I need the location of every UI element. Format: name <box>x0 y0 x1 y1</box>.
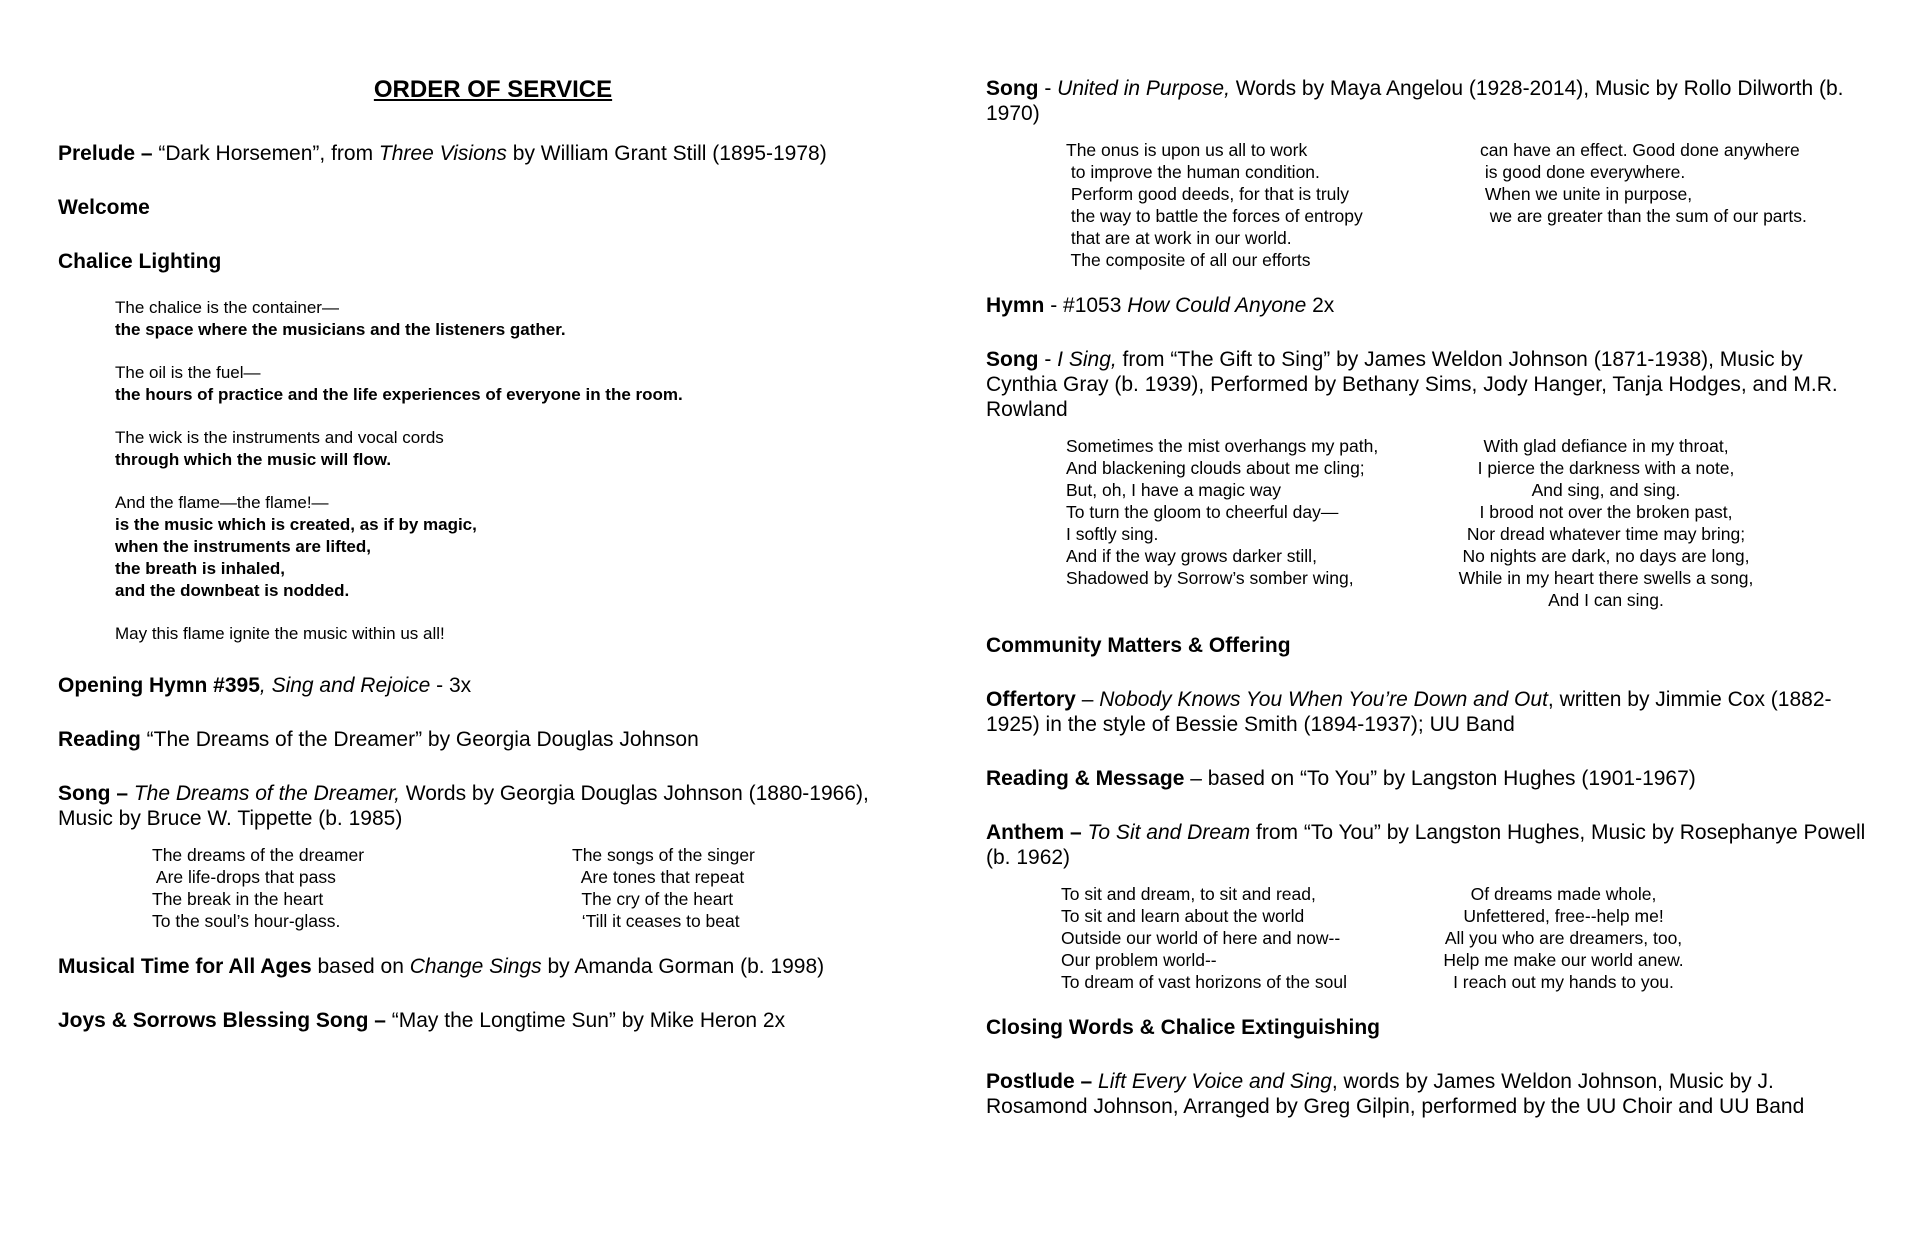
prelude-label: Prelude – <box>58 141 153 165</box>
hymn-repeat: 2x <box>1306 294 1335 317</box>
opening-hymn-repeat: - 3x <box>430 673 472 697</box>
lyric-line: To the soul’s hour-glass. <box>152 910 341 931</box>
song-label: Song – <box>58 781 129 805</box>
opening-hymn-label: Opening Hymn #395 <box>58 673 260 697</box>
lyric-line: is good done everywhere. <box>1480 162 1686 182</box>
lyric-line: The composite of all our efforts <box>1066 250 1311 270</box>
lyric-line: And I can sing. <box>1548 590 1664 610</box>
hymn-label: Hymn <box>986 294 1045 317</box>
joys-sorrows-entry <box>58 1008 928 1033</box>
chalice-lighting-reading <box>115 297 928 645</box>
lyric-line: the way to battle the forces of entropy <box>1066 206 1363 226</box>
song-i-sing-dash: - <box>1038 348 1058 371</box>
song-entry <box>58 781 928 831</box>
lyric-line: And sing, and sing. <box>1531 480 1681 500</box>
reading-message-text: – based on “To You” by Langston Hughes (1901-1967) <box>1184 767 1696 790</box>
postlude-title: Lift Every Voice and Sing <box>1092 1070 1332 1093</box>
song-i-sing-lyrics <box>986 435 1866 611</box>
page-title: ORDER OF SERVICE <box>373 76 613 103</box>
lyric-line: To turn the gloom to cheerful day— <box>1066 502 1339 522</box>
lyric-line: I brood not over the broken past, <box>1479 502 1733 522</box>
anthem-credits: from “To You” by Langston Hughes, Music by Rosephanye Powell (b. 1962) <box>986 821 1866 869</box>
reading-text: “The Dreams of the Dreamer” by Georgia Douglas Johnson <box>140 727 699 751</box>
left-column <box>58 76 928 1062</box>
song-united-lyrics <box>986 139 1866 271</box>
chalice-stanza <box>115 297 928 341</box>
lyric-line: Perform good deeds, for that is truly <box>1066 184 1350 204</box>
lyric-line: we are greater than the sum of our parts. <box>1480 206 1807 226</box>
lyrics-column <box>1066 435 1446 611</box>
lyric-line: ‘Till it ceases to beat <box>572 910 740 931</box>
lyric-line: Outside our world of here and now-- <box>1061 928 1341 948</box>
offertory-label: Offertory <box>986 688 1076 711</box>
chalice-response-line: the space where the musicians and the listeners gather. <box>115 319 566 339</box>
lyric-line: Shadowed by Sorrow’s somber wing, <box>1066 568 1354 588</box>
lyric-line: With glad defiance in my throat, <box>1483 436 1729 456</box>
lyric-line: When we unite in purpose, <box>1480 184 1693 204</box>
chalice-stanza <box>115 362 928 406</box>
lyrics-column <box>1066 139 1480 271</box>
lyric-line: that are at work in our world. <box>1066 228 1292 248</box>
lyric-line: All you who are dreamers, too, <box>1444 928 1683 948</box>
musical-time-author: by Amanda Gorman (b. 1998) <box>541 954 825 978</box>
chalice-line: The chalice is the container— <box>115 297 339 317</box>
reading-entry <box>58 727 928 752</box>
anthem-lyrics <box>986 883 1866 993</box>
offertory-entry <box>986 687 1866 737</box>
song-title: The Dreams of the Dreamer, <box>128 781 400 805</box>
chalice-lighting-label: Chalice Lighting <box>58 249 222 273</box>
joys-sorrows-text: “May the Longtime Sun” by Mike Heron 2x <box>385 1008 786 1032</box>
lyric-line: I softly sing. <box>1066 524 1159 544</box>
chalice-response-line: the hours of practice and the life experiences of everyone in the room. <box>115 384 683 404</box>
lyrics-column <box>1446 435 1766 611</box>
song-lyrics <box>58 844 928 932</box>
chalice-response-line: the breath is inhaled, <box>115 558 286 578</box>
opening-hymn-entry <box>58 673 928 698</box>
song-credits: Words by Georgia Douglas Johnson (1880-1966), Music by Bruce W. Tippette (b. 1985) <box>58 781 869 830</box>
opening-hymn-comma: , <box>259 673 266 697</box>
reading-label: Reading <box>58 727 141 751</box>
lyric-line: The onus is upon us all to work <box>1066 140 1308 160</box>
musical-time-text: based on <box>311 954 410 978</box>
anthem-entry <box>986 820 1866 870</box>
reading-message-label: Reading & Message <box>986 767 1185 790</box>
song-i-sing-entry <box>986 347 1866 422</box>
lyric-line: I reach out my hands to you. <box>1453 972 1674 992</box>
chalice-response-line: when the instruments are lifted, <box>115 536 371 556</box>
prelude-composer: by William Grant Still (1895-1978) <box>506 141 827 165</box>
lyric-line: Are tones that repeat <box>572 866 745 887</box>
song-i-sing-title: I Sing, <box>1057 348 1117 371</box>
lyric-line: can have an effect. Good done anywhere <box>1480 140 1800 160</box>
lyric-line: And if the way grows darker still, <box>1066 546 1317 566</box>
welcome-entry <box>58 195 928 220</box>
lyric-line: No nights are dark, no days are long, <box>1462 546 1750 566</box>
lyric-line: And blackening clouds about me cling; <box>1066 458 1365 478</box>
chalice-stanza <box>115 427 928 471</box>
anthem-label: Anthem – <box>986 821 1082 844</box>
song-united-title: United in Purpose, <box>1057 77 1230 100</box>
lyrics-column <box>572 844 755 932</box>
chalice-lighting-entry <box>58 249 928 274</box>
lyrics-column <box>1061 883 1431 993</box>
lyrics-column <box>152 844 572 932</box>
lyrics-column <box>1480 139 1807 271</box>
lyric-line: I pierce the darkness with a note, <box>1477 458 1735 478</box>
lyric-line: Nor dread whatever time may bring; <box>1466 524 1746 544</box>
postlude-entry <box>986 1069 1866 1119</box>
offertory-title: Nobody Knows You When You’re Down and Out <box>1099 688 1548 711</box>
chalice-response-line: through which the music will flow. <box>115 449 392 469</box>
chalice-stanza <box>115 623 928 645</box>
prelude-work-title: Three Visions <box>378 141 507 165</box>
lyric-line: While in my heart there swells a song, <box>1458 568 1754 588</box>
closing-entry <box>986 1015 1866 1040</box>
musical-time-label: Musical Time for All Ages <box>58 954 312 978</box>
lyrics-column <box>1431 883 1696 993</box>
lyric-line: Our problem world-- <box>1061 950 1217 970</box>
song-i-sing-label: Song <box>986 348 1039 371</box>
hymn-number: - #1053 <box>1044 294 1128 317</box>
chalice-line: And the flame—the flame!— <box>115 492 329 512</box>
lyric-line: But, oh, I have a magic way <box>1066 480 1281 500</box>
chalice-line: May this flame ignite the music within us all! <box>115 623 445 643</box>
lyric-line: Sometimes the mist overhangs my path, <box>1066 436 1379 456</box>
welcome-label: Welcome <box>58 195 150 219</box>
chalice-response-line: is the music which is created, as if by magic, <box>115 514 477 534</box>
lyric-line: To sit and dream, to sit and read, <box>1061 884 1316 904</box>
chalice-response-line: and the downbeat is nodded. <box>115 580 350 600</box>
musical-time-entry <box>58 954 928 979</box>
offertory-dash: – <box>1075 688 1100 711</box>
lyric-line: The break in the heart <box>152 888 324 909</box>
community-label: Community Matters & Offering <box>986 634 1291 657</box>
lyric-line: The cry of the heart <box>572 888 734 909</box>
song-united-entry <box>986 76 1866 126</box>
hymn-entry <box>986 293 1866 318</box>
prelude-text: “Dark Horsemen”, from <box>152 141 379 165</box>
postlude-label: Postlude – <box>986 1070 1093 1093</box>
reading-message-entry <box>986 766 1866 791</box>
prelude-entry <box>58 141 928 166</box>
lyric-line: The dreams of the dreamer <box>152 844 365 865</box>
lyric-line: to improve the human condition. <box>1066 162 1320 182</box>
lyric-line: Help me make our world anew. <box>1443 950 1684 970</box>
opening-hymn-title: Sing and Rejoice <box>265 673 431 697</box>
song-united-dash: - <box>1038 77 1058 100</box>
community-entry <box>986 633 1866 658</box>
chalice-line: The wick is the instruments and vocal cords <box>115 427 444 447</box>
hymn-title: How Could Anyone <box>1127 294 1307 317</box>
musical-time-work-title: Change Sings <box>409 954 542 978</box>
lyric-line: Of dreams made whole, <box>1470 884 1657 904</box>
anthem-title: To Sit and Dream <box>1081 821 1251 844</box>
closing-label: Closing Words & Chalice Extinguishing <box>986 1016 1380 1039</box>
right-column <box>986 76 1866 1148</box>
song-united-label: Song <box>986 77 1039 100</box>
chalice-stanza <box>115 492 928 602</box>
lyric-line: To dream of vast horizons of the soul <box>1061 972 1347 992</box>
lyric-line: The songs of the singer <box>572 844 755 865</box>
lyric-line: To sit and learn about the world <box>1061 906 1305 926</box>
lyric-line: Unfettered, free--help me! <box>1463 906 1664 926</box>
joys-sorrows-label: Joys & Sorrows Blessing Song – <box>58 1008 386 1032</box>
chalice-line: The oil is the fuel— <box>115 362 261 382</box>
song-i-sing-credits: from “The Gift to Sing” by James Weldon Johnson (1871-1938), Music by Cynthia Gray (b. 1939), Performed by Bethany Sims, Jody Hanger, Tanja Hodges, and M.R. Rowland <box>986 348 1838 421</box>
song-united-credits: Words by Maya Angelou (1928-2014), Music by Rollo Dilworth (b. 1970) <box>986 77 1844 125</box>
offertory-credits: , written by Jimmie Cox (1882-1925) in the style of Bessie Smith (1894-1937); UU Band <box>986 688 1832 736</box>
postlude-credits: , words by James Weldon Johnson, Music by J. Rosamond Johnson, Arranged by Greg Gilpin, performed by the UU Choir and UU Band <box>986 1070 1805 1118</box>
lyric-line: Are life-drops that pass <box>152 866 336 887</box>
